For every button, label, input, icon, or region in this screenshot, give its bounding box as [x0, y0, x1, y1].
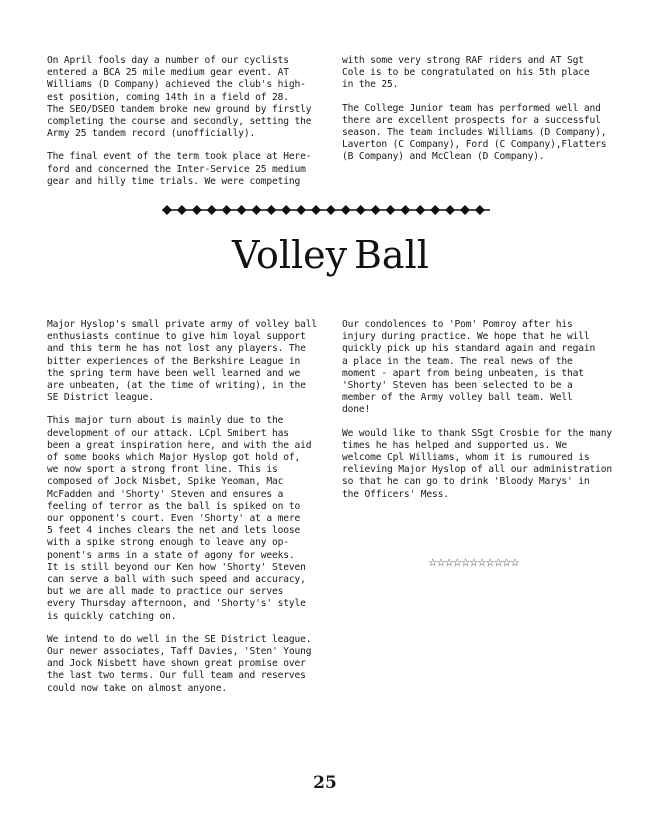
diamond-icon — [326, 205, 336, 215]
diamond-icon — [445, 205, 455, 215]
diamond-icon — [311, 205, 321, 215]
paragraph: We would like to thank SSgt Crosbie for the many times he has helped and supported us. We welcome Cpl Williams, whom it is rumoured is relieving Major Hyslop of all our administration so that he can go to drink 'Bloody Marys' in the Officers' Mess. — [342, 427, 613, 500]
diamond-icon — [251, 205, 261, 215]
diamond-icon — [415, 205, 425, 215]
heading-word: Ball — [354, 233, 429, 277]
diamond-icon — [281, 205, 291, 215]
diamond-icon — [192, 205, 202, 215]
diamond-icon — [371, 205, 381, 215]
paragraph: The final event of the term took place at Here- ford and concerned the Inter-Service 25 medium gear and hilly time trials. We were competing — [47, 151, 312, 187]
diamond-icon — [177, 205, 187, 215]
top-left-column — [47, 55, 319, 199]
section-heading — [0, 230, 650, 280]
paragraph: The College Junior team has performed well and there are excellent prospects for a successful season. The team includes Williams (D Company), Laverton (C Company), Ford (C Company),Flatters (B Company) and McClean (D Company). — [342, 102, 607, 163]
article-left-column — [47, 319, 319, 706]
paragraph: On April fools day a number of our cyclists entered a BCA 25 mile medium gear event. AT Williams (D Company) achieved the club's high- est position, coming 14th in a field of 28. The SEO/DSEO tandem broke new ground by firstly completing the course and secondly, setting the Army 25 tandem record (unofficially). — [47, 55, 312, 140]
diamond-icon — [266, 205, 276, 215]
diamond-icon — [386, 205, 396, 215]
paragraph: We intend to do well in the SE District league. Our newer associates, Taff Davies, 'Sten' Young and Jock Nisbett have shown great promise over the last two terms. Our full team and reserves could now take on almost anyone. — [47, 633, 312, 694]
heading-word: Volley — [232, 233, 348, 277]
diamond-icon — [356, 205, 366, 215]
diamond-icon — [400, 205, 410, 215]
diamond-icon — [341, 205, 351, 215]
page-number: 25 — [313, 773, 337, 793]
diamond-chain-divider-icon — [162, 204, 490, 216]
diamond-icon — [475, 205, 485, 215]
diamond-icon — [460, 205, 470, 215]
paragraph: Major Hyslop's small private army of volley ball enthusiasts continue to give him loyal support and this term he has not lost any players. The bitter experiences of the Berkshire League in the spring term have been well learned and we are unbeaten, (at the time of writing), in the SE District league. — [47, 319, 318, 404]
diamond-icon — [222, 205, 232, 215]
star-row-icon: ☆☆☆☆☆☆☆☆☆☆☆ — [428, 557, 519, 569]
diamond-icon — [237, 205, 247, 215]
paragraph: This major turn about is mainly due to the development of our attack. LCpl Smibert has been a great inspiration here, and with the aid of some books which Major Hyslop got hold of, we now sport a strong front line. This is composed of Jock Nisbet, Spike Yeoman, Mac McFadden and 'Shorty' Steven and ensures a feeling of terror as the ball is spiked on to our opponent's court. Even 'Shorty' at a mere 5 feet 4 inches clears the net and lets loose with a spike strong enough to leave any op- ponent's arms in a state of agony for weeks. It is still beyond our Ken how 'Shorty' Steven can serve a ball with such speed and accuracy, but we are all made to practice our serves every Thursday afternoon, and 'Shorty's' style is quickly catching on. — [47, 415, 312, 622]
diamond-icon — [162, 205, 172, 215]
paragraph: with some very strong RAF riders and AT Sgt Cole is to be congratulated on his 5th place in the 25. — [342, 55, 590, 91]
diamond-icon — [430, 205, 440, 215]
paragraph: Our condolences to 'Pom' Pomroy after his injury during practice. We hope that he will quickly pick up his standard again and regain a place in the team. The real news of the moment - apart from being unbeaten, is that 'Shorty' Steven has been selected to be a member of the Army volley ball team. Well done! — [342, 319, 596, 416]
diamond-icon — [207, 205, 217, 215]
diamond-icon — [296, 205, 306, 215]
top-right-column — [342, 55, 614, 175]
article-right-column — [342, 319, 614, 512]
